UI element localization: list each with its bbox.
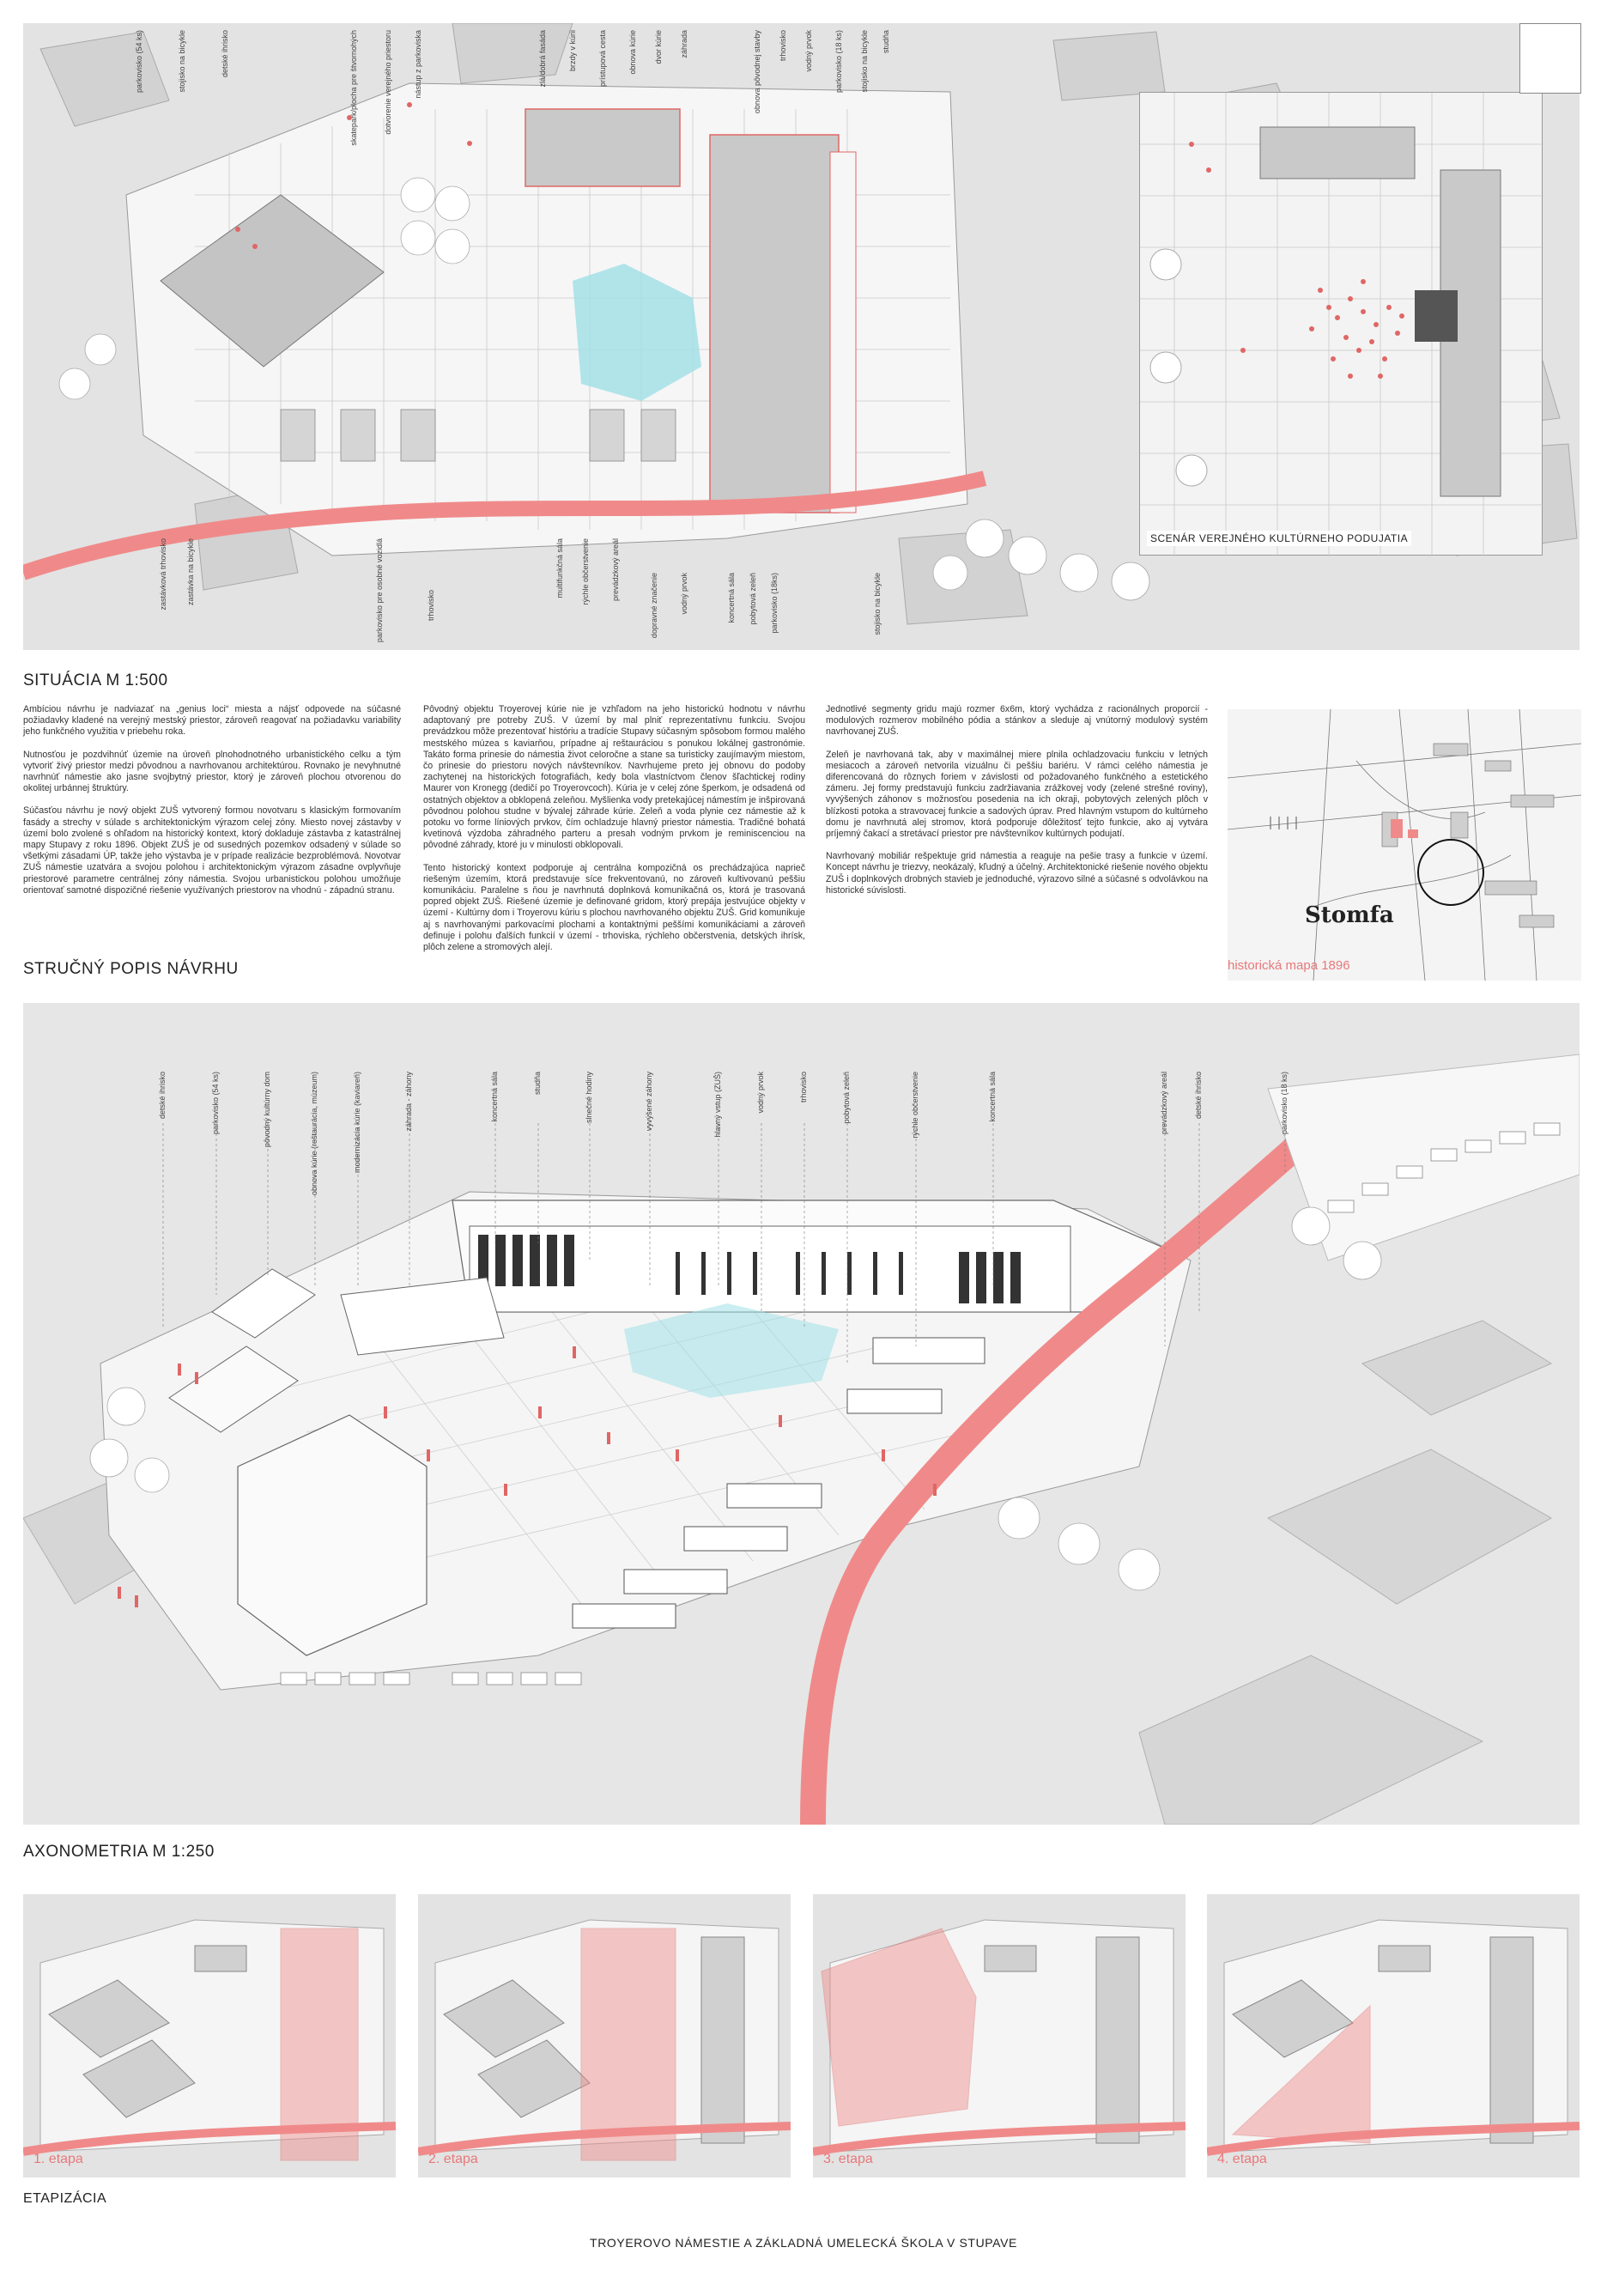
axo-label: rýchle občerstvenie — [911, 1072, 919, 1139]
site-label: parkovisko (54 ks) — [135, 30, 143, 94]
description-col1 — [23, 704, 401, 908]
site-label: parkovisko (18ks) — [770, 573, 779, 634]
north-box — [1519, 23, 1581, 94]
axo-label: modernizácia kúrie (kaviareň) — [353, 1072, 361, 1174]
axo-label: koncertná sála — [490, 1072, 499, 1122]
stage-drawing — [418, 1894, 791, 2178]
site-label: obnova kúrie — [628, 30, 637, 75]
axonometry-title: AXONOMETRIA M 1:250 — [23, 1843, 215, 1861]
site-label: stojisko na bicykle — [873, 573, 882, 635]
site-label: vodný prvok — [680, 573, 688, 615]
stage-label: 1. etapa — [33, 2152, 83, 2166]
axo-label: pôvodný kultúrny dom — [263, 1072, 271, 1148]
stage-panel-1 — [23, 1894, 396, 2178]
paragraph: Súčasťou návrhu je nový objekt ZUŠ vytvorený formou novotvaru s klasickým formovaním fasády a strechy v súlade s architektonickým výrazom celej zóny. Miesto novej zástavby v území bolo zvolené s ohľadom na historický kontext, ktorý dokladuje zástavba z katastrálnej mapy Stupavy z roku 1896. Objekt ZUŠ je od susedných pozemkov odsadený v súlade so všetkými zásadami ÚP, takže jeho výstavba je v prípade realizácie bezproblémová. Novotvar ZUŠ námestie uzatvára a svojou polohou i architektonickým výrazom zásadne ovplyvňuje priestorové parametre centrálnej zóny námestia. Svojou urbanistickou polohou umožňuje orientovať samotné dispozičné riešenie využívaných priestorov na vhodnú - západnú stranu. — [23, 805, 401, 896]
axo-label: vyvýšené záhony — [645, 1072, 653, 1132]
site-label: stojisko na bicykle — [178, 30, 186, 93]
site-label: pobytová zeleň — [749, 573, 757, 625]
stage-label: 3. etapa — [823, 2152, 873, 2166]
description-title: STRUČNÝ POPIS NÁVRHU — [23, 960, 239, 978]
axo-label: detské ihrisko — [158, 1072, 167, 1120]
site-label: dopravné značenie — [650, 573, 658, 639]
site-label: zastávka na bicykle — [186, 538, 195, 606]
map-caption: historická mapa 1896 — [1228, 958, 1350, 973]
site-label: brzdy v kúrii — [568, 30, 577, 72]
phasing-title: ETAPIZÁCIA — [23, 2191, 107, 2206]
axo-label: záhrada - záhony — [404, 1072, 413, 1132]
axo-label: vodný prvok — [756, 1072, 765, 1114]
stage-drawing — [813, 1894, 1186, 2178]
historic-map-drawing — [1228, 709, 1581, 981]
axo-label: koncertná sála — [988, 1072, 997, 1122]
paragraph: Navrhovaný mobiliár rešpektuje grid námestia a reaguje na pešie trasy a funkcie v území. Koncept návrhu je triezvy, neokázalý, kľudný a účelný. Architektonické riešenie nového objektu ZUŠ i doplnkových drobných stavieb je jednoduché, výrazovo silné a súčasné s odvolávkou na historické súvislosti. — [826, 851, 1208, 896]
site-label: dvor kúrie — [654, 30, 663, 64]
axonometry — [23, 1003, 1580, 1825]
stage-drawing — [23, 1894, 396, 2178]
axo-label: obnova kúrie (reštaurácia, múzeum) — [310, 1072, 318, 1196]
site-label: zastávková trhovisko — [159, 538, 167, 610]
stage-label: 4. etapa — [1217, 2152, 1267, 2166]
site-label: koncertná sála — [727, 573, 736, 623]
description-col2 — [423, 704, 805, 964]
site-label: parkovisko pre osobné vozidlá — [375, 538, 384, 643]
site-label: skatepark/plocha pre štvornohých — [349, 30, 358, 146]
site-label: obnova pôvodnej stavby — [753, 30, 761, 114]
stage-panel-2 — [418, 1894, 791, 2178]
site-label: rýchle občerstvenie — [581, 538, 590, 605]
situation-title: SITUÁCIA M 1:500 — [23, 671, 168, 689]
site-label: parkovisko (18 ks) — [834, 30, 843, 94]
stage-drawing — [1207, 1894, 1580, 2178]
axo-label: pobytová zeleň — [842, 1072, 851, 1124]
axo-label: trhovisko — [799, 1072, 808, 1103]
stage-panel-4 — [1207, 1894, 1580, 2178]
paragraph: Tento historický kontext podporuje aj centrálna kompozičná os prechádzajúca naprieč riešeným územím, ktorá predstavuje síce frekventovanú, no zároveň kultivovanú peššiu komunikáciu. Paralelne s ňou je navrhnutá doplnková komunikačná os, ktorá je trasovaná popred objekt ZUŠ. Riešené územie je definované gridom, ktorý prepája jestvujúce objekty v území - Kultúrny dom i Troyerovu kúriu s plochou navrhovaného objektu ZUŠ. Grid komunikuje aj s navrhovanými parkovacími plochami a kontaktnými peššími komunikáciami a zároveň definuje i polohu ďalších funkcií v území - trhoviska, rýchleho občerstvenia, detských ihrísk, plôch zelene a stromových alejí. — [423, 862, 805, 953]
stage-label: 2. etapa — [428, 2152, 478, 2166]
site-label: zlá/dobrá fasáda — [538, 30, 547, 88]
historic-map — [1228, 709, 1581, 981]
situation-plan — [23, 23, 1580, 650]
site-label: záhrada — [680, 30, 688, 58]
paragraph: Ambíciou návrhu je nadviazať na „genius loci“ miesta a nájsť odpovede na súčasné požiadavky kladené na verejný mestský priestor, zároveň reagovať na požiadavku variability jeho funkčného využitia v priebehu roka. — [23, 704, 401, 738]
map-town-name: Stomfa — [1305, 902, 1394, 928]
axo-label: prevádzkový areál — [1160, 1072, 1168, 1135]
site-label: dotvorenie verejného priestoru — [384, 30, 392, 135]
site-label: trhovisko — [427, 590, 435, 622]
site-label: multifunkčná sála — [555, 538, 564, 598]
paragraph: Nutnosťou je pozdvihnúť územie na úroveň plnohodnotného urbanistického celku a tým vytvoriť živý priestor medzi pôvodnou a navrhovanou architektúrou. Rovnako je nevyhnutné navrhnúť námestie ako jasne svojbytný priestor, ktorý je zároveň plochou otvorenou do okolitej urbánnej štruktúry. — [23, 749, 401, 794]
footer-title: TROYEROVO NÁMESTIE A ZÁKLADNÁ UMELECKÁ ŠKOLA V STUPAVE — [590, 2236, 1017, 2250]
site-label: prístupová cesta — [598, 30, 607, 88]
axonometry-drawing — [23, 1003, 1580, 1825]
site-label: detské ihrisko — [221, 30, 229, 78]
site-label: trhovisko — [779, 30, 787, 62]
scenario-drawing — [1140, 93, 1543, 556]
axo-label: hlavný vstup (ZUŠ) — [713, 1072, 722, 1138]
stage-panel-3 — [813, 1894, 1186, 2178]
axo-label: detské ihrisko — [1194, 1072, 1203, 1120]
axo-label: studňa — [533, 1072, 542, 1096]
axo-label: slnečné hodiny — [585, 1072, 593, 1124]
site-label: stojisko na bicykle — [860, 30, 869, 93]
axo-label: parkovisko (54 ks) — [211, 1072, 220, 1135]
paragraph: Pôvodný objektu Troyerovej kúrie nie je vzhľadom na jeho historickú hodnotu v návrhu adaptovaný pre potreby ZUŠ. V území by mal plniť reprezentatívnu funkciu. Svojou prevádzkou môže prezentovať históriu a tradície Stupavy súčasným spôsobom formou malého mestského múzea s kaviarňou, prípadne aj reštauráciou s ponukou lokálnej gastronómie. Takáto forma prinesie do námestia život celoročne a stane sa turisticky zaujímavým miestom, čo prinesie do priestoru nových návštevníkov. Navrhujeme preto jej obnovu do podoby zachytenej na historických fotografiách, kedy bola vlastníctvom členov šľachtickej rodiny Maurer von Kronegg (dedičí po Troyerovcoch). Kúria je v celej zóne šperkom, je odsadená od ostatných objektov a obklopená zeleňou. Myšlienka vody pretekajúcej námestím je inšpirovaná pôvodnou polohou studne v bývalej záhrade kúrie. Zeleň a voda plynie cez námestie až k potoku vo forme líniových prvkov, čím ochladzuje hlavný priestor námestia. Tradičné bohatá kvetinová výzdoba záhradného parteru a presah vodným prvkom je reminiscenciou na pôvodné záhrady, ktoré ju v minulosti obklopovali. — [423, 704, 805, 851]
phasing-row — [23, 1894, 1580, 2178]
paragraph: Zeleň je navrhovaná tak, aby v maximálnej miere plnila ochladzovaciu funkciu v letných mesiacoch a zároveň netvorila vizuálnu či peššiu bariéru. V rámci celého námestia je diferencovaná do rôznych foriem v závislosti od požadovaného funkčného a estetického zámeru. Jej formy predstavujú funkciu zadržiavania zrážkovej vody (zelené strešné roviny), vyvýšených záhonov s možnosťou posedenia na ich okraji, pobytových zelených plôch v blízkosti potoka a stravovacej funkcie a sadových úprav. Pred hlavným vstupom do kultúrneho domu je navrhnutá alej stromov, ktorá podporuje dôležitosť tejto funkcie, ako aj vytvára príjemný čakací a stretávací priestor pre návštevníkov kultúrnych podujatí. — [826, 749, 1208, 840]
description-col3 — [826, 704, 1208, 908]
site-label: vodný prvok — [804, 30, 813, 72]
axo-label: parkovisko (18 ks) — [1280, 1072, 1289, 1135]
site-label: nástup z parkoviska — [414, 30, 422, 99]
paragraph: Jednotlivé segmenty gridu majú rozmer 6x6m, ktorý vychádza z racionálnych proporcií - modulových rozmerov mobilného pódia a stánkov a sleduje aj vnútorný modulový systém navrhovanej ZUŠ. — [826, 704, 1208, 738]
site-label: prevádzkový areál — [611, 538, 620, 602]
scenario-label: SCENÁR VEREJNÉHO KULTÚRNEHO PODUJATIA — [1147, 531, 1411, 546]
site-label: studňa — [882, 30, 890, 54]
scenario-inset — [1139, 92, 1543, 556]
